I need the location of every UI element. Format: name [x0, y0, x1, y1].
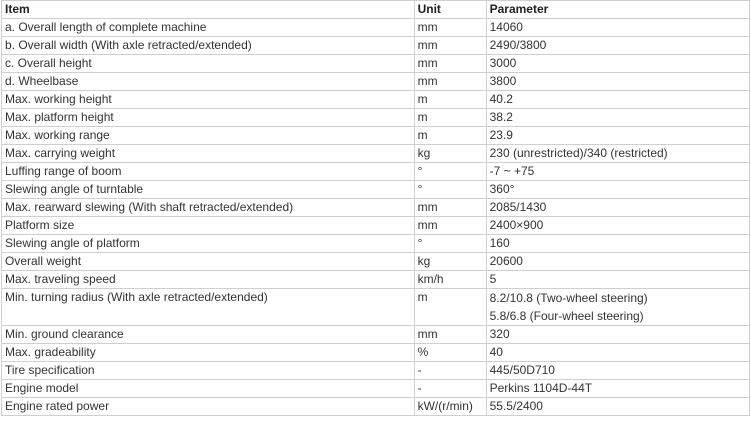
table-row	[2, 91, 750, 109]
cell-item: Max. gradeability	[2, 344, 415, 362]
cell-unit: °	[414, 235, 486, 253]
cell-unit: mm	[414, 19, 486, 37]
table-row	[2, 326, 750, 344]
cell-parameter: 38.2	[486, 109, 749, 127]
table-row	[2, 380, 750, 398]
cell-unit: mm	[414, 199, 486, 217]
cell-parameter: 360°	[486, 181, 749, 199]
cell-parameter: Perkins 1104D-44T	[486, 380, 749, 398]
cell-unit: kW/(r/min)	[414, 398, 486, 416]
cell-item: b. Overall width (With axle retracted/extended)	[2, 37, 415, 55]
cell-item: Overall weight	[2, 253, 415, 271]
cell-parameter: 3000	[486, 55, 749, 73]
cell-parameter: 320	[486, 326, 749, 344]
cell-parameter: 23.9	[486, 127, 749, 145]
cell-unit: mm	[414, 326, 486, 344]
cell-parameter: 40	[486, 344, 749, 362]
cell-parameter-line: 5.8/6.8 (Four-wheel steering)	[489, 309, 644, 323]
cell-item: a. Overall length of complete machine	[2, 19, 415, 37]
header-parameter: Parameter	[486, 1, 749, 19]
cell-item: Engine rated power	[2, 398, 415, 416]
cell-item: d. Wheelbase	[2, 73, 415, 91]
table-row	[2, 289, 750, 326]
cell-parameter: 2085/1430	[486, 199, 749, 217]
cell-item: Min. ground clearance	[2, 326, 415, 344]
cell-parameter: 20600	[486, 253, 749, 271]
cell-parameter: 55.5/2400	[486, 398, 749, 416]
header-unit: Unit	[414, 1, 486, 19]
cell-unit: m	[414, 109, 486, 127]
cell-item: Max. platform height	[2, 109, 415, 127]
table-row	[2, 398, 750, 416]
cell-unit: kg	[414, 253, 486, 271]
cell-item: Max. working range	[2, 127, 415, 145]
cell-unit: mm	[414, 37, 486, 55]
cell-unit: m	[414, 289, 486, 326]
cell-item: Max. rearward slewing (With shaft retracted/extended)	[2, 199, 415, 217]
cell-parameter-multiline	[486, 289, 749, 326]
table-row	[2, 19, 750, 37]
table-header-row	[2, 1, 750, 19]
cell-item: Slewing angle of turntable	[2, 181, 415, 199]
cell-item: Slewing angle of platform	[2, 235, 415, 253]
table-row	[2, 145, 750, 163]
cell-unit: °	[414, 163, 486, 181]
cell-parameter: 3800	[486, 73, 749, 91]
cell-parameter: 445/50D710	[486, 362, 749, 380]
table-row	[2, 109, 750, 127]
cell-item: Min. turning radius (With axle retracted/extended)	[2, 289, 415, 326]
cell-unit: m	[414, 91, 486, 109]
cell-parameter: -7 ~ +75	[486, 163, 749, 181]
table-row	[2, 37, 750, 55]
spec-table	[1, 0, 750, 416]
cell-unit: -	[414, 362, 486, 380]
cell-parameter: 14060	[486, 19, 749, 37]
cell-unit: %	[414, 344, 486, 362]
cell-item: Tire specification	[2, 362, 415, 380]
cell-item: Max. carrying weight	[2, 145, 415, 163]
cell-item: Max. traveling speed	[2, 271, 415, 289]
cell-item: Luffing range of boom	[2, 163, 415, 181]
cell-item: Platform size	[2, 217, 415, 235]
cell-unit: mm	[414, 55, 486, 73]
cell-unit: mm	[414, 217, 486, 235]
table-row	[2, 55, 750, 73]
table-row	[2, 199, 750, 217]
cell-unit: °	[414, 181, 486, 199]
table-row	[2, 253, 750, 271]
cell-item: c. Overall height	[2, 55, 415, 73]
header-item: Item	[2, 1, 415, 19]
table-row	[2, 235, 750, 253]
cell-unit: km/h	[414, 271, 486, 289]
cell-item: Max. working height	[2, 91, 415, 109]
table-row	[2, 362, 750, 380]
table-row	[2, 217, 750, 235]
cell-parameter: 2490/3800	[486, 37, 749, 55]
cell-parameter: 5	[486, 271, 749, 289]
cell-unit: mm	[414, 73, 486, 91]
cell-unit: -	[414, 380, 486, 398]
cell-parameter: 40.2	[486, 91, 749, 109]
cell-parameter-line: 8.2/10.8 (Two-wheel steering)	[489, 291, 648, 305]
table-row	[2, 344, 750, 362]
table-row	[2, 181, 750, 199]
cell-unit: kg	[414, 145, 486, 163]
table-row	[2, 73, 750, 91]
table-row	[2, 271, 750, 289]
cell-parameter: 160	[486, 235, 749, 253]
cell-parameter: 2400×900	[486, 217, 749, 235]
cell-parameter: 230 (unrestricted)/340 (restricted)	[486, 145, 749, 163]
table-row	[2, 163, 750, 181]
table-row	[2, 127, 750, 145]
cell-item: Engine model	[2, 380, 415, 398]
cell-unit: m	[414, 127, 486, 145]
